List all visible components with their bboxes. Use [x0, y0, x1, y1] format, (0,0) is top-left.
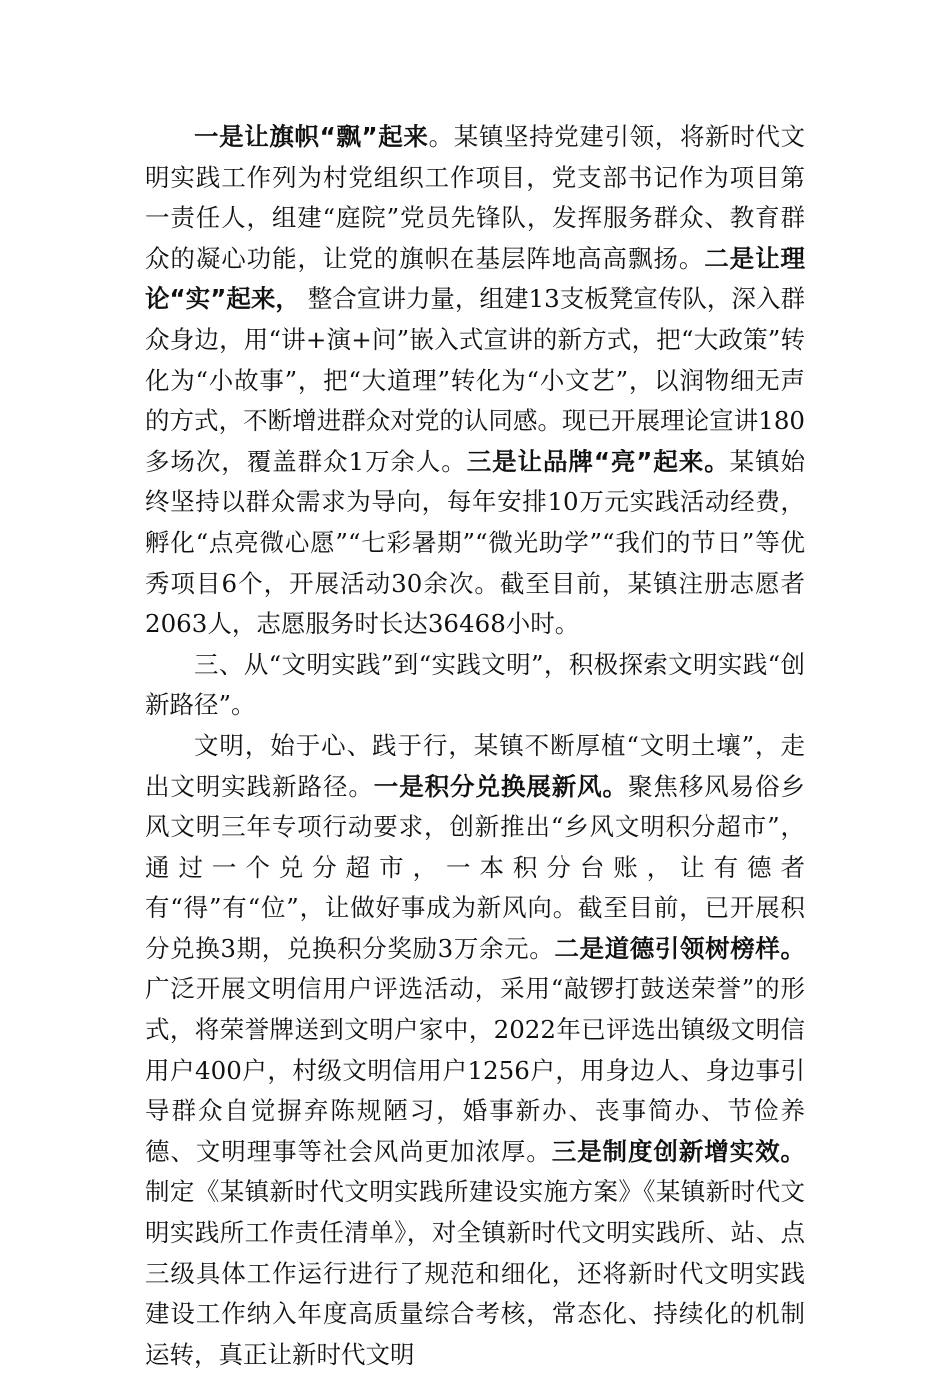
body-text: 。某镇坚持党建引领，将新时代文明实践工作列为村党组织工作项目，党支部书记作为项目第一责任人，组建“庭院”党员先锋队，发挥服务群众、教育群众的凝心功能，让党的旗帜在基层阵地高高飘扬。 [145, 122, 805, 273]
section-heading: 三、从“文明实践”到“实践文明”，积极探索文明实践“创新路径”。 [145, 649, 805, 720]
bold-lead-5: 二是道德引领树榜样。 [554, 933, 805, 963]
body-text: 聚焦移风易俗乡风文明三年专项行动要求，创新推出“乡风文明积分超市”，通过一个兑分超市，一本积分台账，让有德者有“得”有“位”，让做好事成为新风向。截至目前，已开展积分兑换3期，兑换积分奖励3万余元。 [145, 771, 806, 963]
bold-lead-4: 一是积分兑换展新风。 [373, 771, 628, 801]
paragraph-3 [145, 726, 805, 1375]
bold-lead-6: 三是制度创新增实效。 [551, 1136, 805, 1166]
body-text: 整合宣讲力量，组建13支板凳宣传队，深入群众身边，用“讲+演+问”嵌入式宣讲的新方式，把“大政策”转化为“小故事”，把“大道理”转化为“小文艺”，以润物细无声的方式，不断增进群众对党的认同感。现已开展理论宣讲180多场次，覆盖群众1万余人。 [145, 284, 805, 476]
bold-lead-3: 三是让品牌“亮”起来。 [466, 446, 730, 476]
document-body [145, 117, 805, 1375]
body-text: 文明，始于心、践于行，某镇不断厚植“文明土壤”，走出文明实践新路径。 [145, 730, 805, 801]
body-text: 制定《某镇新时代文明实践所建设实施方案》《某镇新时代文明实践所工作责任清单》，对全镇新时代文明实践所、站、点三级具体工作运行进行了规范和细化，还将新时代文明实践建设工作纳入年度高质量综合考核，常态化、持续化的机制运转，真正让新时代文明 [145, 1177, 805, 1369]
bold-lead-1: 一是让旗帜“飘”起来 [194, 122, 429, 151]
body-text: 某镇始终坚持以群众需求为导向，每年安排10万元实践活动经费，孵化“点亮微心愿”“七彩暑期”“微光助学”“我们的节日”等优秀项目6个，开展活动30余次。截至目前，某镇注册志愿者2063人，志愿服务时长达36468小时。 [145, 446, 805, 639]
body-text: 广泛开展文明信用户评选活动，采用“敲锣打鼓送荣誉”的形式，将荣誉牌送到文明户家中，2022年已评选出镇级文明信用户400户，村级文明信用户1256户，用身边人、身边事引导群众自觉摒弃陈规陋习，婚事新办、丧事简办、节俭养德、文明理事等社会风尚更加浓厚。 [145, 974, 805, 1166]
bold-lead-2: 二是让理论“实”起来， [145, 243, 806, 314]
paragraph-1 [145, 117, 805, 645]
